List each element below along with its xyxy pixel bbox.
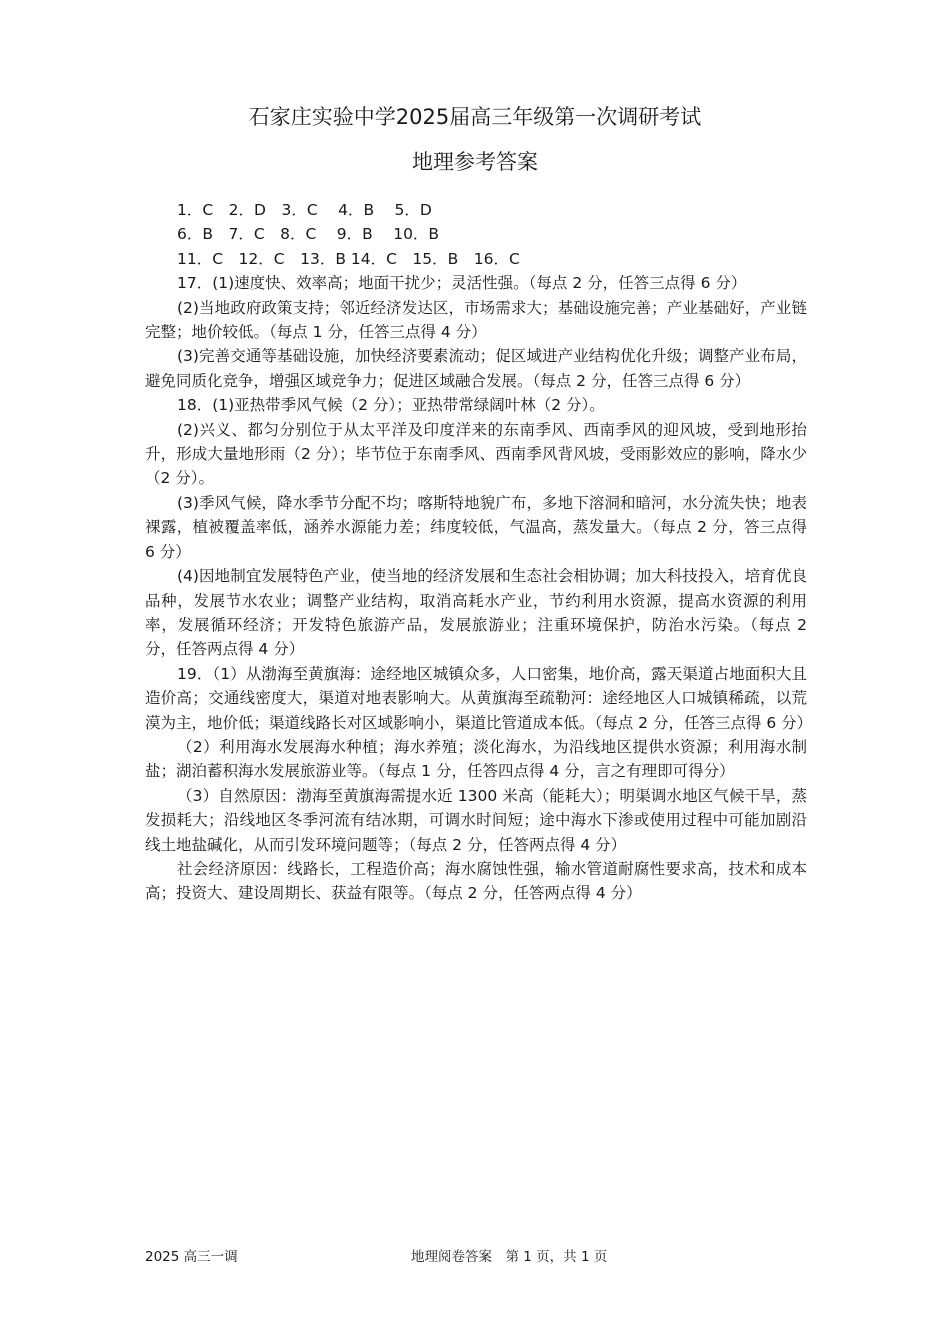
answer-q17-2: (2)当地政府政策支持；邻近经济发达区，市场需求大；基础设施完善；产业基础好，产业链完整；地价较低。（每点 1 分，任答三点得 4 分） (145, 298, 807, 342)
choice-answers-row-2: 6．B 7．C 8．C 9．B 10．B (177, 225, 440, 244)
choice-answers-row-3: 11．C 12．C 13．B 14．C 15．B 16．C (177, 249, 520, 268)
answer-q17-1: 17．(1)速度快、效率高；地面干扰少；灵活性强。（每点 2 分，任答三点得 6 分） (177, 274, 747, 293)
answer-q19-4: 社会经济原因：线路长，工程造价高；海水腐蚀性强，输水管道耐腐性要求高，技术和成本高；投资大、建设周期长、获益有限等。（每点 2 分，任答两点得 4 分） (145, 859, 807, 903)
answer-q17-3: (3)完善交通等基础设施，加快经济要素流动；促区域进产业结构优化升级；调整产业布局，避免同质化竞争，增强区域竞争力；促进区域融合发展。（每点 2 分，任答三点得 6 分） (145, 347, 807, 390)
answer-q19-1: 19．（1）从渤海至黄旗海：途经地区城镇众多，人口密集，地价高，露天渠道占地面积大且造价高；交通线密度大，渠道对地表影响大。从黄旗海至疏勒河：途经地区人口城镇稀疏，以荒漠为主，地价低；渠道线路长对区域影响小，渠道比管道成本低。（每点 2 分，任答三点得 6 分） (145, 664, 813, 732)
answer-q18-4: (4)因地制宜发展特色产业，使当地的经济发展和生态社会相协调；加大科技投入，培育优良品种，发展节水农业；调整产业结构，取消高耗水产业，节约利用水资源，提高水资源的利用率，发展循环经济；开发特色旅游产品，发展旅游业；注重环境保护，防治水污染。（每点 2 分，任答两点得 4 分） (145, 567, 807, 659)
answer-q18-2: (2)兴义、都匀分别位于从太平洋及印度洋来的东南季风、西南季风的迎风坡，受到地形抬升，形成大量地形雨（2 分）；毕节位于东南季风、西南季风背风坡，受雨影效应的影响，降水少（2 分）。 (145, 420, 807, 488)
answer-q18-1: 18．(1)亚热带季风气候（2 分）；亚热带常绿阔叶林（2 分）。 (177, 396, 605, 415)
footer-page-info: 地理阅卷答案 第 1 页，共 1 页 (411, 1249, 608, 1265)
footer-exam-label: 2025 高三一调 (145, 1249, 238, 1265)
page-title: 石家庄实验中学2025届高三年级第一次调研考试 (248, 105, 702, 129)
answer-body (145, 198, 813, 906)
answer-q18-3: (3)季风气候，降水季节分配不均；喀斯特地貌广布，多地下溶洞和暗河，水分流失快；地表裸露，植被覆盖率低，涵养水源能力差；纬度较低，气温高，蒸发量大。（每点 2 分，答三点得 6 分） (145, 493, 807, 561)
answer-q19-2: （2）利用海水发展海水种植；海水养殖；淡化海水，为沿线地区提供水资源；利用海水制盐；湖泊蓄积海水发展旅游业等。（每点 1 分，任答四点得 4 分，言之有理即可得分） (145, 737, 807, 781)
page-subtitle: 地理参考答案 (412, 150, 538, 174)
answer-q19-3: （3）自然原因：渤海至黄旗海需提水近 1300 米高（能耗大）；明渠调水地区气候干旱，蒸发损耗大；沿线地区冬季河流有结冰期，可调水时间短；途中海水下渗或使用过程中可能加剧沿线土地盐碱化，从而引发环境问题等；（每点 2 分，任答两点得 4 分） (145, 786, 807, 854)
choice-answers-row-1: 1．C 2．D 3．C 4．B 5．D (177, 201, 432, 219)
